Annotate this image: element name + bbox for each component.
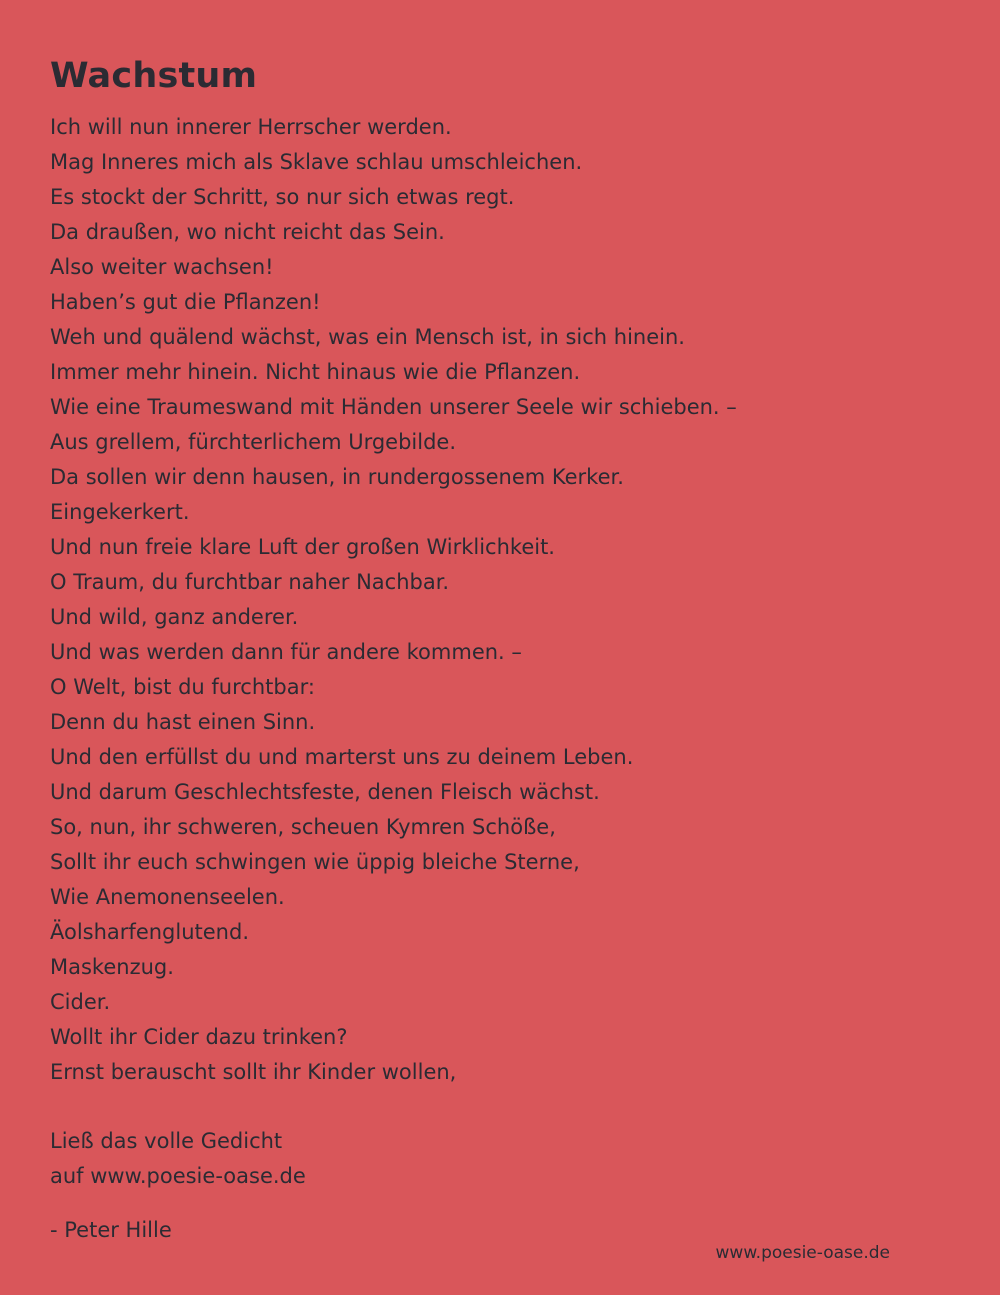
poem-line: Und was werden dann für andere kommen. – (50, 640, 522, 664)
poem-line: O Traum, du furchtbar naher Nachbar. (50, 570, 450, 594)
poem-line: Äolsharfenglutend. (50, 920, 249, 944)
poem-line: Weh und quälend wächst, was ein Mensch ist, in sich hinein. (50, 325, 685, 349)
full-poem-notice (50, 1124, 306, 1194)
poem-line: Wollt ihr Cider dazu trinken? (50, 1025, 348, 1049)
poem-line: Eingekerkert. (50, 500, 190, 524)
poem-line: Aus grellem, fürchterlichem Urgebilde. (50, 430, 457, 454)
poem-line: Denn du hast einen Sinn. (50, 710, 316, 734)
full-poem-notice-link: auf www.poesie-oase.de (50, 1164, 306, 1188)
poem-line: Und darum Geschlechtsfeste, denen Fleisch wächst. (50, 780, 600, 804)
poem-line: Und nun freie klare Luft der großen Wirklichkeit. (50, 535, 555, 559)
poem-line: Und wild, ganz anderer. (50, 605, 299, 629)
poem-author: - Peter Hille (50, 1218, 172, 1242)
footer-website: www.poesie-oase.de (715, 1243, 890, 1263)
poem-line: Wie eine Traumeswand mit Händen unserer Seele wir schieben. – (50, 395, 737, 419)
poem-line: Also weiter wachsen! (50, 255, 274, 279)
poem-line: Sollt ihr euch schwingen wie üppig bleiche Sterne, (50, 850, 580, 874)
poem-line: Mag Inneres mich als Sklave schlau umschleichen. (50, 150, 583, 174)
poem-body (50, 110, 737, 1090)
poem-line: Da draußen, wo nicht reicht das Sein. (50, 220, 445, 244)
poem-line: Es stockt der Schritt, so nur sich etwas regt. (50, 185, 515, 209)
poem-title: Wachstum (50, 56, 258, 96)
poem-line: Und den erfüllst du und marterst uns zu deinem Leben. (50, 745, 634, 769)
poem-line: Maskenzug. (50, 955, 174, 979)
poem-line: Wie Anemonenseelen. (50, 885, 285, 909)
full-poem-notice-line: Ließ das volle Gedicht (50, 1129, 283, 1153)
poem-line: Da sollen wir denn hausen, in rundergossenem Kerker. (50, 465, 624, 489)
poem-line: Cider. (50, 990, 111, 1014)
poem-line: So, nun, ihr schweren, scheuen Kymren Schöße, (50, 815, 556, 839)
poem-line: Ernst berauscht sollt ihr Kinder wollen, (50, 1060, 457, 1084)
poem-line: O Welt, bist du furchtbar: (50, 675, 315, 699)
poem-line: Haben’s gut die Pflanzen! (50, 290, 321, 314)
poem-line: Ich will nun innerer Herrscher werden. (50, 115, 452, 139)
poem-line: Immer mehr hinein. Nicht hinaus wie die Pflanzen. (50, 360, 581, 384)
